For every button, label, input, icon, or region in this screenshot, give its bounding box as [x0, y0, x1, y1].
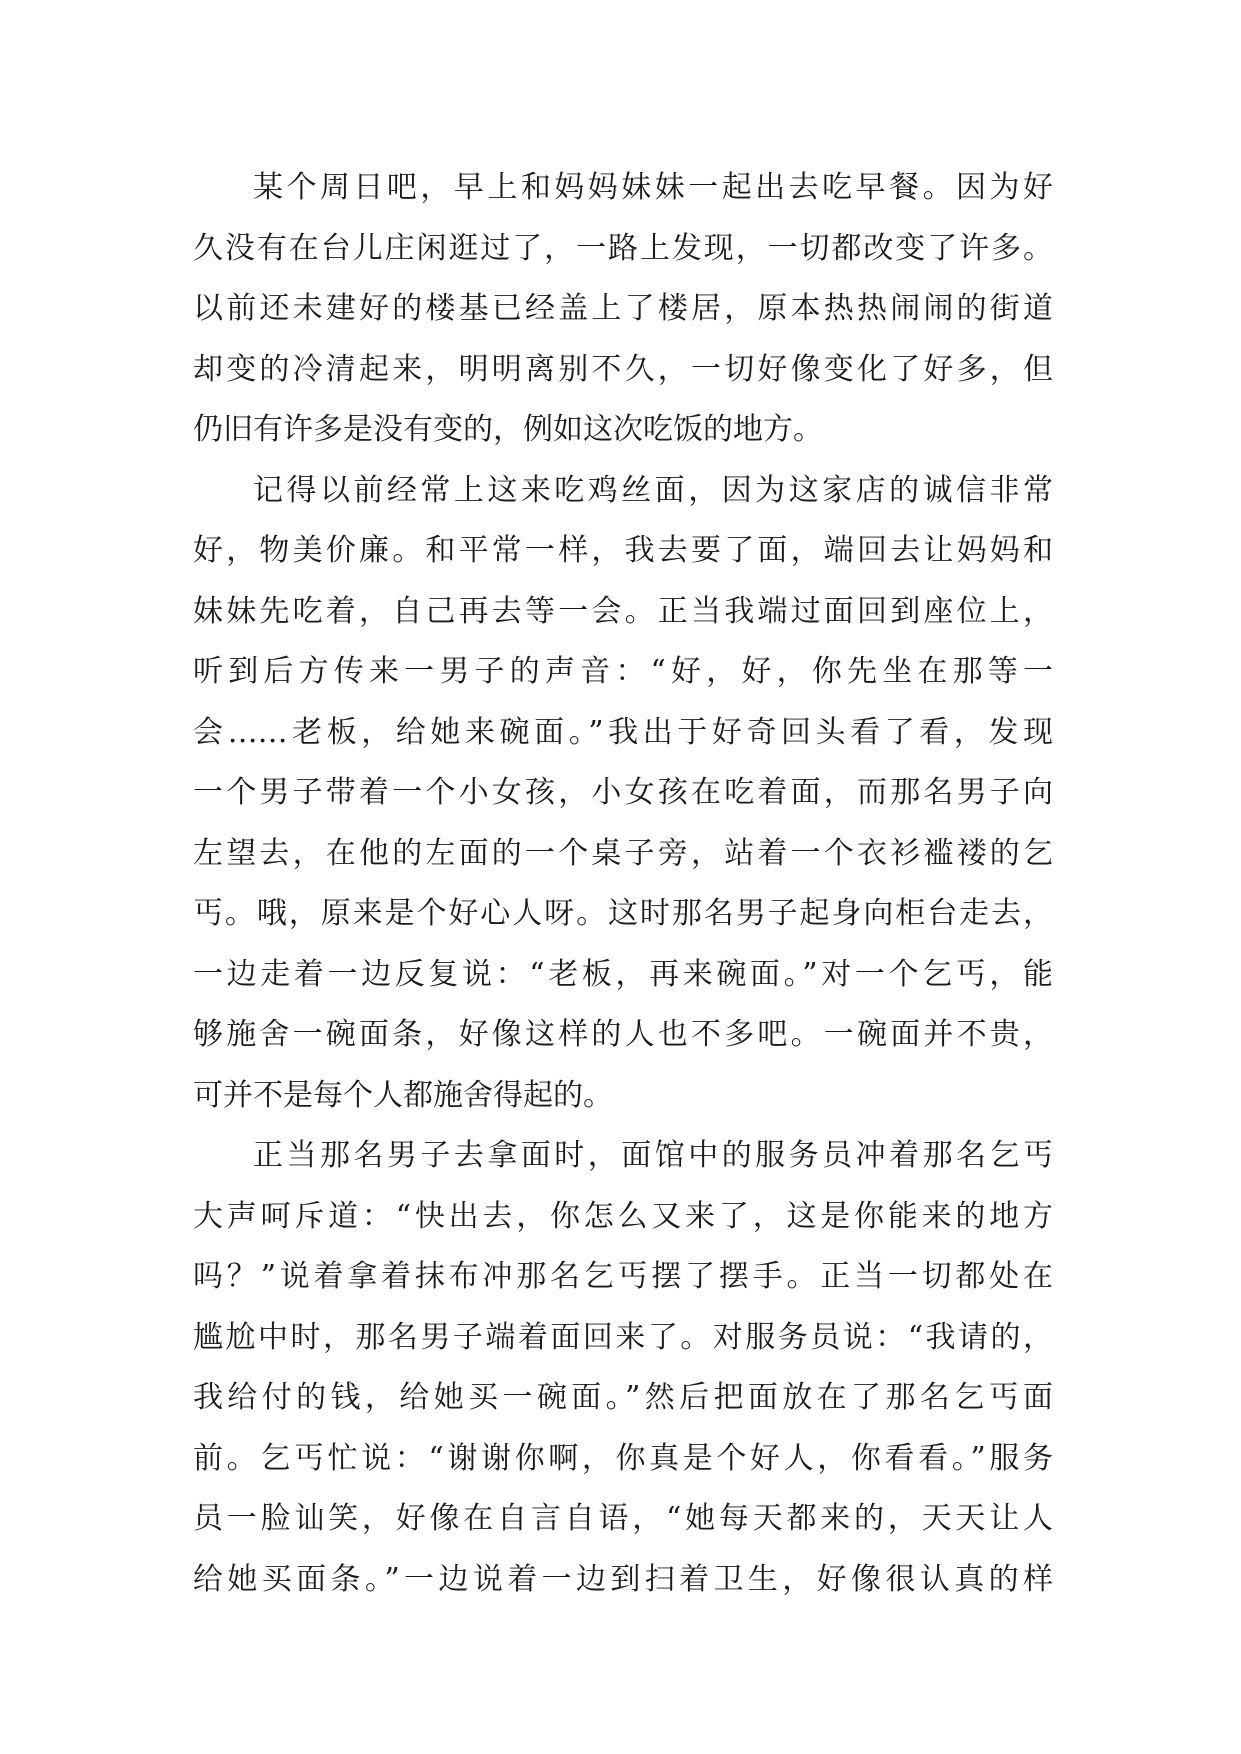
paragraph-1-line-5: 仍旧有许多是没有变的，例如这次吃饭的地方。: [193, 412, 823, 447]
paragraph-3-line-8: 给她买面条。”一边说着一边到扫着卫生，好像很认真的样: [193, 1561, 1053, 1597]
paragraph-3-line-5: 我给付的钱，给她买一碗面。”然后把面放在了那名乞丐面: [193, 1380, 1053, 1415]
paragraph-1-line-1: 某个周日吧，早上和妈妈妹妹一起出去吃早餐。因为好: [253, 170, 1053, 205]
paragraph-3-line-4: 尴尬中时，那名男子端着面回来了。对服务员说：“我请的，: [193, 1319, 1053, 1355]
paragraph-3-line-6: 前。乞丐忙说：“谢谢你啊，你真是个好人，你看看。”服务: [193, 1440, 1053, 1476]
paragraph-1-line-2: 久没有在台儿庄闲逛过了，一路上发现，一切都改变了许多。: [193, 230, 1053, 266]
paragraph-3-line-3: 吗？”说着拿着抹布冲那名乞丐摆了摆手。正当一切都处在: [193, 1259, 1053, 1294]
paragraph-3-line-2: 大声呵斥道：“快出去，你怎么又来了，这是你能来的地方: [193, 1198, 1053, 1234]
paragraph-2-line-6: 一个男子带着一个小女孩，小女孩在吃着面，而那名男子向: [193, 775, 1053, 810]
paragraph-2-line-9: 一边走着一边反复说：“老板，再来碗面。”对一个乞丐，能: [193, 956, 1053, 992]
paragraph-2-line-1: 记得以前经常上这来吃鸡丝面，因为这家店的诚信非常: [253, 472, 1053, 508]
paragraph-3-line-1: 正当那名男子去拿面时，面馆中的服务员冲着那名乞丐: [253, 1138, 1053, 1173]
body-text: [193, 158, 1053, 1610]
paragraph-1-line-3: 以前还未建好的楼基已经盖上了楼居，原本热热闹闹的街道: [193, 291, 1053, 326]
paragraph-1-line-4: 却变的冷清起来，明明离别不久，一切好像变化了好多，但: [193, 351, 1053, 387]
paragraph-2-line-2: 好，物美价廉。和平常一样，我去要了面，端回去让妈妈和: [193, 533, 1053, 568]
paragraph-2-line-10: 够施舍一碗面条，好像这样的人也不多吧。一碗面并不贵，: [193, 1017, 1053, 1052]
paragraph-2-line-7: 左望去，在他的左面的一个桌子旁，站着一个衣衫褴褛的乞: [193, 835, 1053, 871]
paragraph-2-line-3: 妹妹先吃着，自己再去等一会。正当我端过面回到座位上，: [193, 593, 1053, 629]
paragraph-2-line-8: 丐。哦，原来是个好心人呀。这时那名男子起身向柜台走去，: [193, 896, 1053, 931]
paragraph-2-line-5: 会……老板，给她来碗面。”我出于好奇回头看了看，发现: [193, 714, 1053, 750]
paragraph-2-line-4: 听到后方传来一男子的声音：“好，好，你先坐在那等一: [193, 654, 1053, 689]
paragraph-2-line-11: 可并不是每个人都施舍得起的。: [193, 1077, 613, 1113]
paragraph-3-line-7: 员一脸讪笑，好像在自言自语，“她每天都来的，天天让人: [193, 1501, 1053, 1536]
